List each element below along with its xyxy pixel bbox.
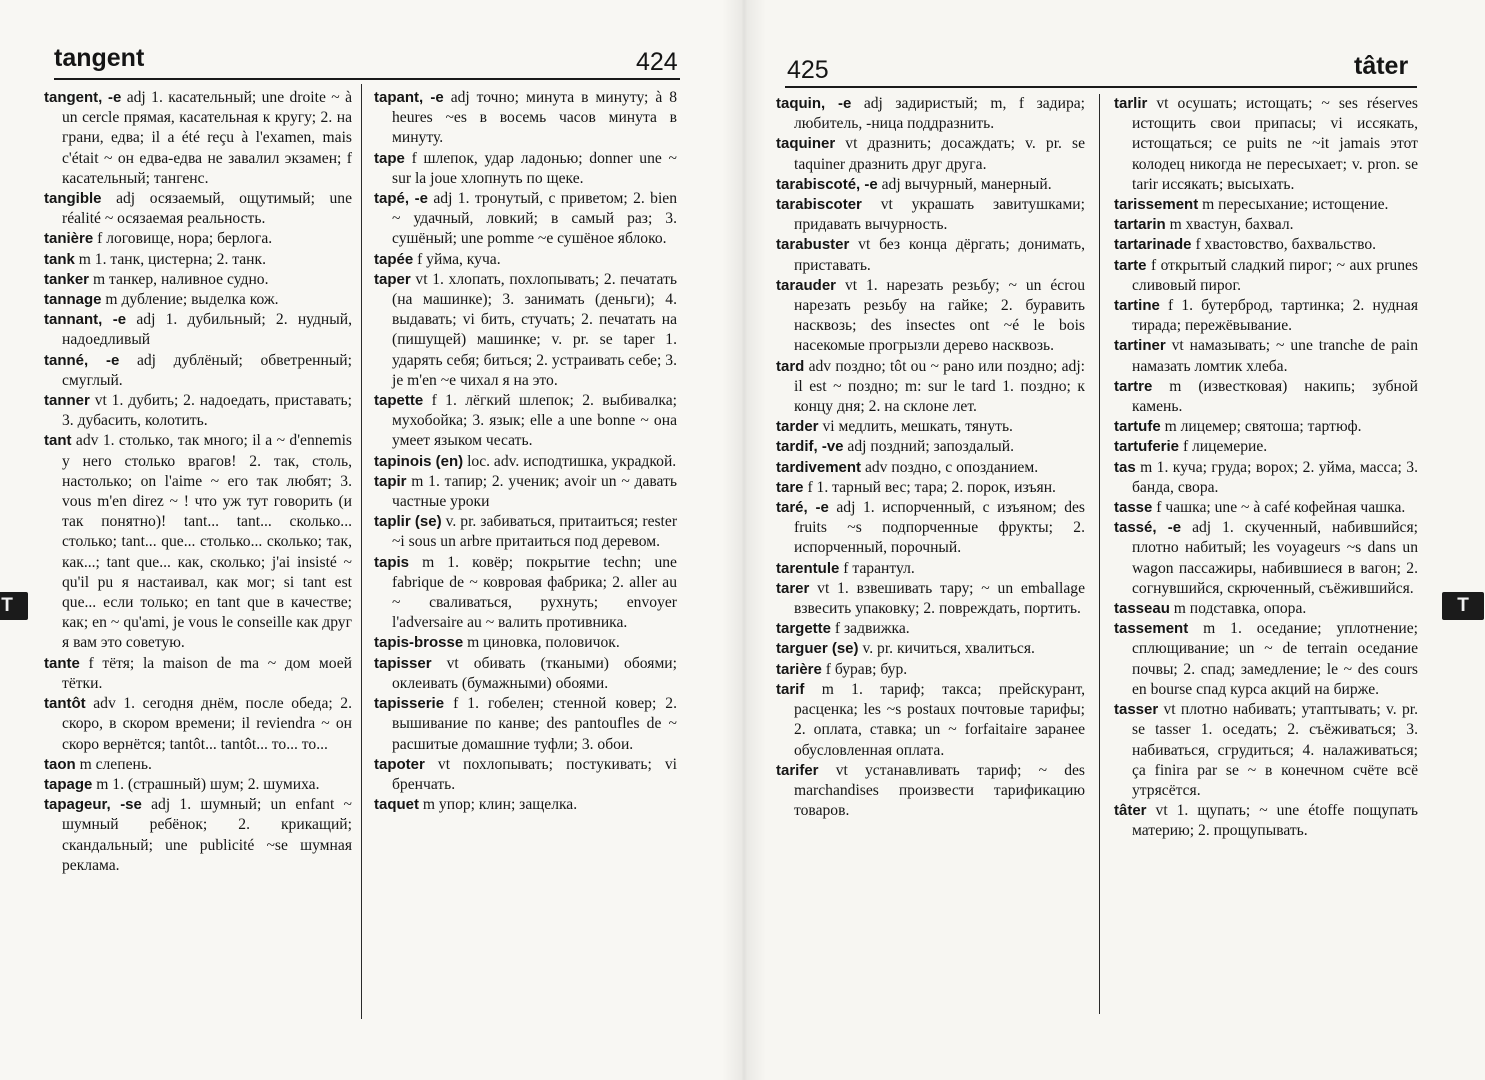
entry-definition: f 1. лёгкий шлепок; 2. выбивалка; мухобойка; 3. язык; elle a une bonne ~ она умеет языком чесать.	[392, 392, 677, 450]
dictionary-entry	[374, 189, 677, 250]
entry-definition: f 1. бутерброд, тартинка; 2. нудная тирада; пережёвывание.	[1132, 297, 1418, 335]
entry-headword: tannant, -e	[44, 311, 127, 329]
entry-headword: tanker	[44, 270, 90, 288]
right-header-rule	[785, 86, 1417, 88]
dictionary-entry	[776, 417, 1085, 437]
entry-headword: tarer	[776, 579, 810, 597]
dictionary-entry	[1114, 700, 1418, 801]
entry-definition: adj 1. скученный, набившийся; плотно набитый; les voyageurs ~s dans un wagon пассажиры, набившиеся в вагон; 2. согнувшийся, скрюченный, съёжившийся.	[1132, 519, 1418, 597]
dictionary-entry	[776, 579, 1085, 619]
left-header-rule	[54, 78, 680, 80]
entry-headword: tapé, -e	[374, 190, 428, 208]
entry-headword: tardivement	[776, 458, 862, 476]
dictionary-entry	[44, 290, 352, 310]
dictionary-entry	[374, 391, 677, 452]
entry-headword: tard	[776, 357, 805, 375]
entry-headword: taper	[374, 270, 411, 288]
entry-headword: tannage	[44, 291, 102, 309]
dictionary-entry	[374, 270, 677, 391]
entry-definition: f 1. тарный вес; тара; 2. порок, изъян.	[807, 478, 1056, 496]
dictionary-entry	[44, 431, 352, 653]
entry-definition: f логовище, нора; берлога.	[97, 230, 273, 248]
entry-headword: tartiner	[1114, 337, 1166, 355]
dictionary-entry	[44, 250, 352, 270]
entry-definition: adv поздно, с опозданием.	[864, 458, 1039, 476]
entry-definition: vi медлить, мешкать, тянуть.	[822, 418, 1013, 436]
entry-headword: tardif, -ve	[776, 438, 844, 456]
dictionary-entry	[374, 694, 677, 755]
entry-headword: tapisserie	[374, 695, 445, 713]
entry-definition: adv поздно; tôt ou ~ рано или поздно; adj: il est ~ поздно; m: sur le tard 1. поздно; к концу дня; 2. на склоне лет.	[794, 357, 1085, 416]
dictionary-entry	[776, 134, 1085, 174]
entry-headword: tarabiscoté, -e	[776, 175, 878, 193]
dictionary-entry	[374, 88, 677, 149]
entry-headword: tartre	[1114, 377, 1153, 395]
dictionary-entry	[374, 472, 677, 512]
left-column-1	[44, 88, 352, 876]
entry-definition: adj осязаемый, ощутимый; une réalité ~ осязаемая реальность.	[62, 190, 352, 228]
entry-definition: m 1. оседание; уплотнение; сплющивание; un ~ de terrain оседание почвы; 2. спад; замедление; le ~ des cours en bourse спад курса акций на бирже.	[1132, 620, 1418, 698]
dictionary-entry	[776, 619, 1085, 639]
dictionary-entry	[1114, 94, 1418, 195]
entry-definition: adj точно; минута в минуту; à 8 heures ~es в восемь часов минута в минуту.	[392, 89, 677, 147]
entry-headword: tartuferie	[1114, 438, 1180, 456]
entry-headword: tanné, -e	[44, 351, 120, 369]
left-thumb-index-tab: T	[0, 592, 28, 620]
entry-headword: tarlir	[1114, 95, 1148, 112]
entry-definition: adj 1. касательный; une droite ~ à un cercle прямая, касательная к кругу; 2. на грани, едва; il a été reçu à l'examen, mais c'était ~ он едва-едва не завалил экзамен; f касательный; тангенс.	[62, 89, 353, 187]
dictionary-entry	[1114, 437, 1418, 457]
dictionary-entry	[776, 175, 1085, 195]
entry-definition: f 1. гобелен; стенной ковер; 2. вышивание по канве; des pantoufles de ~ расшитые домашние туфли; 3. обои.	[392, 695, 677, 753]
entry-definition: f шлепок, удар ладонью; donner une ~ sur la joue хлопнуть по щеке.	[392, 149, 677, 187]
entry-headword: tapis-brosse	[374, 634, 464, 652]
dictionary-entry	[374, 452, 677, 472]
entry-headword: tassement	[1114, 620, 1189, 638]
entry-headword: tapinois (en)	[374, 452, 464, 470]
dictionary-entry	[374, 633, 677, 653]
left-running-head: tangent	[54, 44, 145, 72]
entry-definition: vt дразнить; досаждать; v. pr. se taquiner дразнить друг друга.	[794, 135, 1086, 173]
book-gutter	[722, 0, 766, 1080]
dictionary-entry	[776, 761, 1085, 822]
entry-definition: m 1. танк, цистерна; 2. танк.	[78, 250, 266, 268]
dictionary-entry	[44, 775, 352, 795]
entry-definition: f тётя; la maison de ma ~ дом моей тётки.	[62, 654, 352, 692]
entry-definition: loc. adv. исподтишка, украдкой.	[467, 452, 677, 470]
dictionary-entry	[776, 94, 1085, 134]
entry-headword: tangible	[44, 190, 102, 208]
entry-definition: v. pr. забиваться, притаиться; rester ~i sous un arbre притаиться под деревом.	[392, 513, 678, 551]
entry-definition: adj 1. испорченный, с изъяном; des fruits ~s подпорченные фрукты; 2. испорченный, порочный.	[794, 499, 1085, 557]
entry-definition: f чашка; une ~ à café кофейная чашка.	[1156, 499, 1406, 517]
dictionary-entry	[44, 189, 352, 229]
dictionary-entry	[1114, 215, 1418, 235]
dictionary-entry	[44, 310, 352, 350]
entry-definition: f уйма, куча.	[417, 250, 501, 268]
entry-definition: adj 1. дубильный; 2. нудный, надоедливый	[62, 311, 352, 349]
entry-definition: adj 1. тронутый, с приветом; 2. bien ~ удачный, ловкий; в самый раз; 3. сушёный; une pomme ~e сушёное яблоко.	[392, 190, 678, 248]
entry-definition: m слепень.	[79, 755, 152, 773]
entry-definition: m дубление; выделка кож.	[105, 291, 279, 309]
dictionary-entry	[374, 654, 677, 694]
dictionary-entry	[1114, 801, 1418, 841]
entry-definition: adv 1. столько, так много; il a ~ d'ennemis у него столько врагов! 2. так, столь, настолько; on l'aime ~ его так любят; 3. vous m'en direz ~ ! что уж тут говорить (и так понятно)! tant... tant... сколько... столько; tant... que... столько... сколько; так, как...; tant que... как, сколько; j'ai insisté ~ qu'il pu я настаивал, как мог; si tant est que... если только; en tant que в качестве; как; en ~ qu'ami, je vous le conseille как друг я вам это советую.	[62, 432, 353, 652]
entry-headword: tare	[776, 478, 804, 496]
entry-definition: f открытый сладкий пирог; ~ aux prunes сливовый пирог.	[1132, 256, 1418, 294]
entry-headword: tarabiscoter	[776, 196, 862, 214]
entry-definition: m 1. куча; груда; ворох; 2. уйма, масса; 3. банда, свора.	[1132, 458, 1418, 496]
dictionary-entry	[776, 559, 1085, 579]
entry-definition: f лицемерие.	[1182, 438, 1268, 456]
entry-headword: tarière	[776, 660, 822, 678]
entry-definition: m лицемер; святоша; тартюф.	[1164, 418, 1362, 436]
dictionary-entry	[776, 639, 1085, 659]
dictionary-entry	[1114, 195, 1418, 215]
entry-headword: tanière	[44, 230, 94, 248]
dictionary-entry	[44, 229, 352, 249]
left-page	[0, 0, 742, 1080]
entry-definition: f бурав; бур.	[825, 660, 908, 678]
entry-headword: tapant, -e	[374, 89, 444, 106]
entry-headword: tasser	[1114, 701, 1159, 719]
dictionary-entry	[44, 391, 352, 431]
right-column-1	[776, 94, 1085, 821]
right-page-number: 425	[787, 56, 829, 84]
entry-headword: tasse	[1114, 499, 1153, 517]
entry-headword: tapis	[374, 553, 410, 571]
entry-headword: taquet	[374, 796, 419, 814]
entry-definition: m 1. тариф; такса; прейскурант, расценка; les ~s postaux почтовые тарифы; 2. оплата, ставка; un ~ forfaitaire заранее обусловленная оплата.	[794, 680, 1085, 759]
entry-headword: taquiner	[776, 135, 836, 153]
dictionary-entry	[374, 553, 677, 634]
entry-headword: tarte	[1114, 256, 1147, 274]
entry-definition: vt 1. щупать; ~ une étoffe пощупать материю; 2. прощупывать.	[1132, 802, 1418, 840]
entry-definition: adj вычурный, манерный.	[881, 175, 1052, 193]
entry-definition: vt украшать завитушками; придавать вычурность.	[794, 196, 1085, 234]
entry-headword: taon	[44, 755, 76, 773]
dictionary-entry	[374, 512, 677, 552]
dictionary-entry	[44, 88, 352, 189]
entry-headword: tarifer	[776, 761, 819, 779]
entry-definition: vt 1. взвешивать тару; ~ un emballage взвесить упаковку; 2. повреждать, портить.	[794, 579, 1085, 618]
dictionary-entry	[776, 276, 1085, 357]
entry-definition: m хвастун, бахвал.	[1169, 216, 1294, 234]
entry-definition: adv 1. сегодня днём, после обеда; 2. скоро, в скором времени; il reviendra ~ он скоро вернётся; tantôt... tantôt... то... то...	[62, 695, 352, 753]
entry-headword: tarentule	[776, 559, 840, 577]
left-page-number: 424	[636, 48, 678, 76]
entry-headword: tartarinade	[1114, 236, 1192, 254]
dictionary-entry	[776, 195, 1085, 235]
entry-headword: tartufe	[1114, 418, 1161, 436]
entry-headword: tapage	[44, 775, 93, 793]
entry-definition: vt осушать; истощать; ~ ses réserves истощить свои припасы; vi иссякать, истощаться; ce puits ne ~it jamais этот колодец никогда не пересыхает; v. pron. se tarir иссякать; высыхать.	[1132, 95, 1418, 193]
entry-headword: tapageur, -se	[44, 796, 142, 814]
dictionary-entry	[776, 357, 1085, 418]
dictionary-entry	[44, 654, 352, 694]
entry-headword: tape	[374, 149, 405, 167]
entry-definition: vt устанавливать тариф; ~ des marchandises произвести тарификацию товаров.	[794, 761, 1085, 820]
entry-headword: tas	[1114, 458, 1136, 476]
entry-definition: vt 1. дубить; 2. надоедать, приставать; 3. дубасить, колотить.	[62, 392, 352, 430]
entry-headword: tangent, -e	[44, 89, 122, 106]
entry-headword: tartine	[1114, 297, 1160, 315]
dictionary-entry	[1114, 417, 1418, 437]
dictionary-entry	[44, 694, 352, 755]
entry-headword: tapée	[374, 250, 414, 268]
dictionary-entry	[1114, 498, 1418, 518]
entry-definition: f задвижка.	[834, 620, 910, 638]
entry-headword: tapette	[374, 392, 424, 410]
entry-definition: vt намазывать; ~ une tranche de pain намазать ломтик хлеба.	[1132, 337, 1418, 375]
entry-headword: tapisser	[374, 654, 432, 672]
entry-definition: vt похлопывать; постукивать; vi бренчать.	[392, 755, 677, 793]
entry-headword: targuer (se)	[776, 640, 859, 658]
dictionary-entry	[374, 755, 677, 795]
dictionary-entry	[1114, 336, 1418, 376]
left-column-2	[374, 88, 677, 815]
right-thumb-index-tab: T	[1442, 592, 1484, 620]
dictionary-entry	[776, 660, 1085, 680]
entry-definition: m 1. тапир; 2. ученик; avoir un ~ давать частные уроки	[392, 472, 677, 511]
entry-definition: adj дублёный; обветренный; смуглый.	[62, 351, 352, 389]
entry-definition: vt 1. хлопать, похлопывать; 2. печатать (на машинке); 3. занимать (деньги); 4. выдавать; vi бить, стучать; 2. печатать на (пишущей) машинке; v. pr. se taper 1. ударять себя; биться; 2. устраивать себе; 3. je m'en ~e чихал я на это.	[392, 270, 677, 389]
entry-headword: tarabuster	[776, 236, 850, 254]
entry-headword: tassé, -e	[1114, 519, 1182, 537]
entry-definition: m циновка, половичок.	[467, 634, 620, 652]
entry-headword: tâter	[1114, 802, 1147, 820]
entry-headword: tapoter	[374, 755, 425, 773]
entry-headword: tarif	[776, 680, 805, 698]
dictionary-entry	[776, 235, 1085, 275]
entry-definition: f тарантул.	[843, 559, 915, 577]
entry-definition: vt обивать (ткаными) обоями; оклеивать (бумажными) обоями.	[392, 654, 677, 692]
entry-headword: targette	[776, 620, 832, 638]
entry-headword: tank	[44, 250, 75, 268]
dictionary-entry	[1114, 256, 1418, 296]
entry-headword: tarauder	[776, 276, 837, 294]
entry-headword: tartarin	[1114, 216, 1166, 234]
right-column-2	[1114, 94, 1418, 842]
entry-definition: m 1. ковёр; покрытие techn; une fabrique de ~ ковровая фабрика; 2. aller au ~ сваливаться, рухнуть; envoyer l'adversaire au ~ валить противника.	[392, 553, 677, 632]
left-column-divider	[361, 84, 362, 1019]
dictionary-entry	[1114, 296, 1418, 336]
entry-definition: m танкер, наливное судно.	[92, 270, 269, 288]
dictionary-entry	[1114, 518, 1418, 599]
dictionary-entry	[44, 351, 352, 391]
entry-definition: m упор; клин; защелка.	[422, 796, 578, 814]
dictionary-entry	[374, 149, 677, 189]
entry-headword: tasseau	[1114, 600, 1170, 618]
dictionary-entry	[1114, 235, 1418, 255]
entry-headword: tarissement	[1114, 196, 1199, 214]
dictionary-entry	[776, 437, 1085, 457]
entry-definition: m подставка, опора.	[1173, 600, 1307, 618]
entry-definition: m 1. (страшный) шум; 2. шумиха.	[96, 775, 320, 793]
dictionary-entry	[776, 478, 1085, 498]
entry-definition: f хвастовство, бахвальство.	[1195, 236, 1377, 254]
entry-definition: vt 1. нарезать резьбу; ~ un écrou нарезать резьбу на гайке; 2. буравить насквозь; des insectes ont ~é le bois насекомые прогрызли дерево насквозь.	[794, 276, 1085, 355]
dictionary-entry	[776, 680, 1085, 761]
entry-definition: adj задиристый; m, f задира; любитель, -ница поддразнить.	[794, 95, 1085, 133]
entry-headword: tantôt	[44, 695, 86, 713]
right-running-head: tâter	[1354, 52, 1409, 80]
dictionary-entry	[1114, 599, 1418, 619]
dictionary-entry	[1114, 377, 1418, 417]
dictionary-entry	[776, 458, 1085, 478]
entry-definition: vt без конца дёргать; донимать, приставать.	[794, 236, 1085, 274]
dictionary-entry	[374, 250, 677, 270]
dictionary-entry	[374, 795, 677, 815]
dictionary-entry	[1114, 619, 1418, 700]
right-column-divider	[1099, 94, 1100, 1014]
entry-definition: vt плотно набивать; утаптывать; v. pr. se tasser 1. оседать; 2. съёживаться; 3. набиваться, сгрудиться; 4. налаживаться; ça finira par se ~ в конечном счёте всё утрясётся.	[1132, 701, 1418, 799]
dictionary-entry	[44, 795, 352, 876]
entry-definition: v. pr. кичиться, хвалиться.	[862, 640, 1035, 658]
entry-headword: taré, -e	[776, 499, 829, 517]
entry-headword: taplir (se)	[374, 513, 442, 531]
dictionary-entry	[776, 498, 1085, 559]
entry-headword: tant	[44, 432, 72, 450]
entry-definition: m (известковая) накипь; зубной камень.	[1132, 377, 1419, 416]
entry-definition: adj поздний; запоздалый.	[847, 438, 1014, 456]
dictionary-entry	[44, 755, 352, 775]
entry-headword: tante	[44, 654, 80, 672]
entry-definition: adj 1. шумный; un enfant ~ шумный ребёнок; 2. крикащий; скандальный; une publicité ~se шумная реклама.	[62, 796, 352, 874]
dictionary-entry	[44, 270, 352, 290]
entry-headword: tapir	[374, 472, 407, 490]
entry-headword: tarder	[776, 418, 819, 436]
right-page	[742, 0, 1485, 1080]
entry-definition: m пересыхание; истощение.	[1202, 196, 1389, 214]
dictionary-entry	[1114, 458, 1418, 498]
entry-headword: tanner	[44, 392, 90, 410]
entry-headword: taquin, -e	[776, 95, 852, 112]
